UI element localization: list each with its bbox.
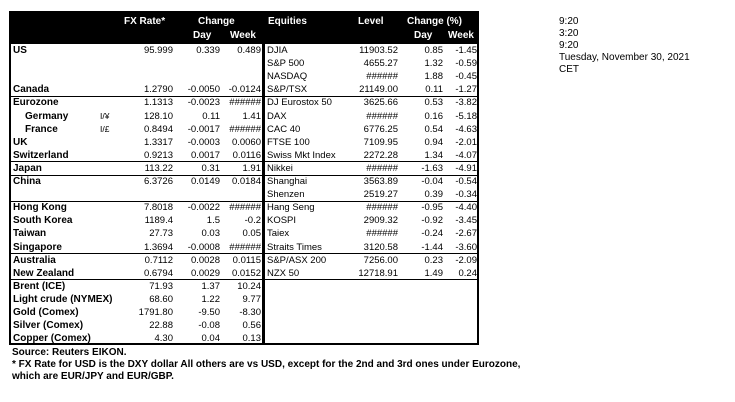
cell-fxd [176, 57, 220, 70]
cell-eq: Shenzen [267, 189, 305, 201]
cell-fxw: 0.05 [242, 228, 261, 240]
source-note: Source: Reuters EIKON. [12, 347, 127, 358]
cell-eq: S&P/ASX 200 [267, 254, 327, 266]
cell-lvl [346, 332, 398, 345]
cell-ew: -5.18 [455, 110, 477, 122]
cell-fxd [176, 188, 220, 201]
cell-lvl: ###### [366, 71, 398, 83]
cell-ew [441, 280, 477, 293]
cell-fxd: -0.0017 [187, 123, 220, 135]
fx-day-header: Day [193, 30, 212, 41]
cell-fx: 1.1313 [143, 97, 173, 109]
row-label: Singapore [13, 241, 62, 253]
cell-fx: 22.88 [149, 320, 173, 332]
fx-footnote-line2: which are EUR/JPY and EUR/GBP. [12, 371, 174, 382]
row-label: Silver (Comex) [13, 320, 84, 332]
cell-lvl: 11903.52 [359, 45, 398, 56]
cell-fxd: -9.50 [198, 307, 220, 318]
cell-fx: 113.22 [144, 162, 173, 174]
time-2: 3:20 [559, 28, 579, 39]
cell-fx: 4.30 [154, 333, 173, 345]
cell-fxd: 0.0149 [190, 176, 220, 187]
cell-fxd [176, 70, 220, 83]
cell-eq: NASDAQ [267, 71, 308, 83]
date: Tuesday, November 30, 2021 [559, 52, 690, 63]
cell-lvl: 21149.00 [359, 84, 398, 96]
cell-ew [441, 319, 477, 332]
cell-ed [403, 319, 443, 332]
row-label: Hong Kong [13, 202, 67, 214]
cell-ew: -3.60 [455, 241, 477, 253]
cell-fxw [221, 57, 261, 70]
cell-ed: 0.11 [425, 84, 443, 96]
cell-lvl: 3625.66 [363, 97, 398, 109]
cell-eq: S&P 500 [267, 58, 305, 70]
fx-footnote-line1: * FX Rate for USD is the DXY dollar All others are vs USD, except for the 2nd and 3rd ones under Eurozone, [12, 359, 521, 370]
equities-header [265, 13, 477, 44]
cell-fxw: -8.30 [239, 307, 261, 318]
cell-ed: 1.88 [424, 71, 443, 83]
change-pct-header: Change (%) [407, 16, 462, 27]
cell-ew: 0.24 [458, 267, 477, 279]
cell-lvl [346, 280, 398, 293]
cell-ed: 0.39 [424, 189, 443, 201]
cell-fxw: ###### [229, 97, 261, 109]
cell-fxw: -0.0124 [228, 84, 261, 96]
cell-eq: Taiex [267, 228, 290, 240]
cell-lvl: ###### [366, 162, 398, 174]
cell-ed: -0.04 [421, 176, 443, 187]
cell-fx: 27.73 [149, 228, 173, 240]
cell-fxw: ###### [229, 241, 261, 253]
cell-lvl: 2909.32 [363, 215, 398, 227]
cell-fx: 6.3726 [143, 176, 173, 187]
cell-fxw: 1.41 [242, 110, 261, 122]
cell-ew: -1.27 [455, 84, 477, 96]
cell-eq: NZX 50 [267, 267, 300, 279]
cell-eq: DJIA [267, 45, 288, 56]
cell-eq: DJ Eurostox 50 [267, 97, 332, 109]
cell-lvl: ###### [366, 110, 398, 122]
cell-ed: 1.49 [424, 267, 443, 279]
cell-ew: -2.09 [455, 254, 477, 266]
cell-fx: 68.60 [149, 293, 173, 305]
row-label: China [13, 176, 41, 187]
currency-pair: I/¥ [100, 110, 110, 121]
cell-lvl: 3120.58 [363, 241, 398, 253]
cell-ed: -0.95 [421, 202, 443, 214]
cell-lvl: 6776.25 [363, 123, 398, 135]
cell-ew [441, 332, 477, 345]
row-label: France [25, 123, 58, 135]
cell-fx: 0.8494 [143, 123, 173, 135]
row-label: Taiwan [13, 228, 47, 240]
cell-lvl: 7109.95 [363, 136, 398, 148]
cell-fxd: 0.03 [201, 228, 220, 240]
cell-eq: KOSPI [267, 215, 297, 227]
cell-fxd: -0.0003 [187, 136, 220, 148]
timestamp-block [559, 16, 690, 76]
cell-fxw [221, 70, 261, 83]
cell-fx: 1.3317 [143, 136, 173, 148]
market-data-table [9, 11, 479, 345]
center-divider [262, 13, 265, 343]
timezone: CET [559, 64, 579, 75]
cell-fxw: 0.0115 [232, 254, 261, 266]
cell-ed: 0.85 [424, 45, 443, 56]
cell-lvl: 7256.00 [363, 254, 398, 266]
cell-fxd: 0.339 [196, 45, 220, 56]
cell-fx: 95.999 [143, 45, 173, 56]
cell-lvl: 2272.28 [363, 149, 398, 161]
cell-fxd: -0.0023 [187, 97, 220, 109]
cell-ed: 0.16 [424, 110, 443, 122]
cell-fx: 0.6794 [143, 267, 173, 279]
cell-ew [441, 306, 477, 319]
cell-fxw: 0.0116 [232, 149, 261, 161]
time-1: 9:20 [559, 16, 579, 27]
cell-fxw: 0.56 [242, 320, 261, 332]
cell-fx: 71.93 [149, 280, 173, 292]
cell-fx [129, 57, 173, 70]
cell-ed: 0.54 [424, 123, 443, 135]
row-label: New Zealand [13, 267, 75, 279]
cell-ed: 0.53 [424, 97, 443, 109]
cell-ed [403, 293, 443, 306]
cell-ed: 0.23 [424, 254, 443, 266]
cell-fx: 1.2790 [143, 84, 173, 96]
cell-fx: 1189.4 [144, 215, 173, 227]
fx-week-header: Week [230, 30, 256, 41]
cell-fxd: -0.0008 [187, 241, 220, 253]
row-label: Germany [25, 110, 69, 122]
row-label: Eurozone [13, 97, 59, 109]
cell-fx: 128.10 [143, 110, 173, 122]
cell-eq: Nikkei [267, 162, 293, 174]
cell-eq: DAX [267, 110, 287, 122]
cell-ew: -4.07 [455, 149, 477, 161]
cell-eq: Shanghai [267, 176, 308, 187]
cell-lvl [346, 319, 398, 332]
cell-ew: -4.91 [455, 162, 477, 174]
row-label: Light crude (NYMEX) [13, 293, 113, 305]
cell-fx: 0.7112 [144, 254, 173, 266]
row-label: Canada [13, 84, 50, 96]
cell-ed: 0.94 [424, 136, 443, 148]
cell-eq: Swiss Mkt Index [267, 149, 336, 161]
cell-ed: -1.63 [421, 162, 443, 174]
cell-ew: -0.59 [455, 58, 477, 70]
cell-fxd: 1.22 [201, 293, 220, 305]
cell-fxd: 0.0028 [190, 254, 220, 266]
currency-pair: I/£ [100, 123, 110, 134]
cell-eq: CAC 40 [267, 123, 301, 135]
cell-ed [403, 306, 443, 319]
cell-ew [441, 293, 477, 306]
eq-week-header: Week [448, 30, 474, 41]
cell-fxw: 10.24 [237, 280, 261, 292]
cell-fxw: -0.2 [244, 215, 261, 227]
cell-ew: -2.01 [455, 136, 477, 148]
cell-lvl: 4655.27 [363, 58, 398, 70]
cell-eq: S&P/TSX [267, 84, 308, 96]
fx-header [11, 13, 262, 44]
cell-fxw: 0.489 [237, 45, 261, 56]
cell-ew: -4.40 [455, 202, 477, 214]
cell-ew: -2.67 [455, 228, 477, 240]
row-label: Japan [13, 162, 42, 174]
cell-fxd: 0.31 [201, 162, 220, 174]
cell-fxd: 0.0029 [190, 267, 220, 279]
cell-fxd: 1.37 [201, 280, 220, 292]
cell-ed: 1.34 [424, 149, 443, 161]
time-3: 9:20 [559, 40, 579, 51]
cell-lvl: 3563.89 [363, 176, 398, 187]
cell-lvl: ###### [366, 228, 398, 240]
cell-ed [403, 280, 443, 293]
cell-fx: 1791.80 [138, 307, 173, 318]
cell-eq: Straits Times [267, 241, 322, 253]
cell-fxw: 0.0184 [231, 176, 261, 187]
cell-fxw: ###### [229, 202, 261, 214]
cell-ed: -0.24 [421, 228, 443, 240]
cell-ew: -4.63 [455, 123, 477, 135]
row-label: Switzerland [13, 149, 69, 161]
cell-ed [403, 332, 443, 345]
cell-fxw [221, 188, 261, 201]
cell-fx: 7.8018 [143, 202, 173, 214]
cell-fxw: ###### [229, 123, 261, 135]
row-label: Copper (Comex) [13, 333, 91, 345]
cell-ew: -3.45 [455, 215, 477, 227]
cell-lvl: 12718.91 [358, 267, 398, 279]
cell-fxd: 0.0017 [190, 149, 220, 161]
cell-fxd: -0.08 [198, 320, 220, 332]
cell-fxd: 1.5 [206, 215, 220, 227]
row-label: Australia [13, 254, 56, 266]
cell-fx [129, 70, 173, 83]
cell-fxd: -0.0022 [187, 202, 220, 214]
cell-lvl [346, 293, 398, 306]
cell-lvl [346, 306, 398, 319]
cell-ew: -1.45 [455, 45, 477, 56]
fx-change-header: Change [198, 16, 235, 27]
cell-eq: FTSE 100 [267, 136, 310, 148]
cell-fxw: 0.13 [242, 333, 261, 345]
cell-fxw: 0.0152 [231, 267, 261, 279]
cell-ew: -0.34 [455, 189, 477, 201]
eq-day-header: Day [414, 30, 433, 41]
row-label: Gold (Comex) [13, 307, 79, 318]
cell-lvl: 2519.27 [363, 189, 398, 201]
fx-rate-header: FX Rate* [124, 16, 166, 27]
cell-fxd: 0.04 [201, 333, 220, 345]
cell-fx: 0.9213 [143, 149, 173, 161]
row-label: US [13, 45, 27, 56]
row-label: Brent (ICE) [13, 280, 66, 292]
cell-ew: -3.82 [455, 97, 477, 109]
cell-fxw: 0.0060 [231, 136, 261, 148]
cell-ed: -1.44 [421, 241, 443, 253]
cell-fx: 1.3694 [143, 241, 173, 253]
row-label: South Korea [13, 215, 73, 227]
cell-ew: -0.45 [455, 71, 477, 83]
cell-fxw: 9.77 [242, 293, 261, 305]
cell-lvl: ###### [366, 202, 398, 214]
cell-fxd: 0.11 [202, 110, 220, 122]
cell-fxd: -0.0050 [187, 84, 220, 96]
cell-fxw: 1.91 [242, 162, 261, 174]
equities-header-label: Equities [268, 16, 307, 27]
level-header: Level [358, 16, 384, 27]
cell-ed: 1.32 [424, 58, 443, 70]
cell-eq: Hang Seng [267, 202, 315, 214]
cell-ed: -0.92 [421, 215, 443, 227]
cell-ew: -0.54 [455, 176, 477, 187]
cell-fx [129, 188, 173, 201]
row-label: UK [13, 136, 28, 148]
